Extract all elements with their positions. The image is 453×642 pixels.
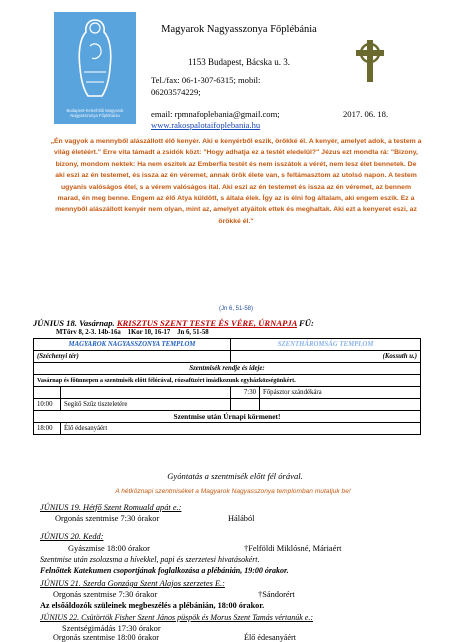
weekday-2-intent: †Felföldi Miklósné, Máriaért xyxy=(244,544,342,553)
website-link[interactable]: www.rakospalotaifoplebania.hu xyxy=(151,120,261,130)
schedule-note: Vasárnap és főünnepen a szentmisék előtt félórával, rózsafüzért imádkozunk egyházközségünkért. xyxy=(34,375,421,387)
parish-title: Magyarok Nagyasszonya Főplébánia xyxy=(161,24,317,35)
sunday-readings xyxy=(56,329,426,336)
weekday-1-title: JÚNIUS 19. Hétfő Szent Romuald apát e.: xyxy=(40,503,182,512)
confession-note: Gyóntatás a szentmisék előtt fél órával. xyxy=(167,471,303,481)
row-1-time xyxy=(34,387,61,399)
row-1-text2: Főpásztor szándékára xyxy=(260,387,421,399)
phone-line-1: Tel./fax: 06-1-307-6315; mobil: xyxy=(151,75,261,85)
sunday-heading xyxy=(33,318,433,328)
weekday-4-line: Szentségimádás 17:30 órakor xyxy=(62,624,161,633)
weekday-3-title: JÚNIUS 21. Szerda Gonzága Szent Alajos szerzetes E.: xyxy=(40,579,225,588)
row-1-time2: 7:30 xyxy=(231,387,260,399)
sunday-tail: FÜ: xyxy=(299,318,314,328)
weekday-2-event: Felnőttek Katekumen csoportjának foglalkozása a plébánián, 19:00 órakor. xyxy=(40,566,289,575)
weekday-2-title: JÚNIUS 20. Kedd: xyxy=(40,532,104,541)
bulletin-date: 2017. 06. 18. xyxy=(343,109,389,119)
logo-caption: Budapest-Kelenföldi Magyarok Nagyasszonya Főplébánia xyxy=(66,108,124,118)
procession-note: Szentmise után Úrnapi körmenet! xyxy=(34,411,421,423)
church-1-name: MAGYAROK NAGYASSZONYA TEMPLOM xyxy=(34,339,231,351)
phone-line-2: 06203574229; xyxy=(151,86,201,97)
weekday-3-intent: †Sándorért xyxy=(258,590,295,599)
parish-logo xyxy=(54,12,136,124)
gospel-reference: (Jn 6, 51-58) xyxy=(218,306,254,312)
row-2-text: Segítő Szűz tiszteletére xyxy=(61,399,231,411)
madonna-icon xyxy=(54,12,136,100)
row-2-time: 10:00 xyxy=(34,399,61,411)
weekday-2-line: Gyászmise 18:00 órakor xyxy=(68,544,150,553)
church-2-name: SZENTHÁROMSÁG TEMPLOM xyxy=(231,339,421,351)
church-1-place: (Széchenyi tér) xyxy=(34,351,231,363)
parish-address: 1153 Budapest, Bácska u. 3. xyxy=(188,57,290,67)
email-text: email: rpmnafoplebania@gmail.com; xyxy=(151,109,280,119)
reading-3: Jn 6, 51-58 xyxy=(177,329,209,336)
weekday-1-line: Orgonás szentmise 7:30 órakor xyxy=(55,514,160,523)
weekday-3-note: Az elsőáldozók szüleinek megbeszélés a plébánián, 18:00 órakor. xyxy=(40,601,265,610)
reading-2: 1Kor 10, 16-17 xyxy=(127,329,171,336)
row-2-text2 xyxy=(260,399,421,411)
celtic-cross-icon xyxy=(353,38,387,84)
weekday-3-line: Orgonás szentmise 7:30 órakor xyxy=(53,590,158,599)
weekday-2-note: Szentmise után zsolozsma a hívekkel, papi és szerzetesi hivatásokért. xyxy=(40,555,260,564)
schedule-order-title: Szentmisék rendje és ideje: xyxy=(34,363,421,375)
row-2-time2 xyxy=(231,399,260,411)
weekday-hint: A hétköznapi szentmiséket a Magyarok Nagyasszonya templomban mutatjuk be! xyxy=(115,488,351,495)
weekday-1-intent: Hálából xyxy=(228,514,255,523)
contact-email xyxy=(151,109,351,131)
reading-1: MTörv 8, 2-3. 14b-16a xyxy=(56,329,121,336)
sunday-date: JÚNIUS 18. Vasárnap. xyxy=(33,318,115,328)
contact-phone xyxy=(151,75,351,98)
weekday-4-intent: Élő édesanyáért xyxy=(244,633,297,642)
row-3-text: Élő édesanyáért xyxy=(61,423,421,435)
weekday-4-title: JÚNIUS 22. Csütörtök Fisher Szent János püspök és Morus Szent Tamás vértanúk e.: xyxy=(40,613,314,622)
sunday-feast: KRISZTUS SZENT TESTE ÉS VÉRE, ÚRNAPJA xyxy=(116,318,297,328)
row-3-time: 18:00 xyxy=(34,423,61,435)
mass-schedule-table xyxy=(33,338,421,435)
weekday-4-line2: Orgonás szentmise 18:00 órakor xyxy=(53,633,160,642)
row-1-text xyxy=(61,387,231,399)
gospel-quote: „Én vagyok a mennyből alászállott élő kenyér. Aki e kenyérből eszik, örökké él. A kenyér, amelyet adok, a testem a világ életéért." Erre vita támadt a zsidók közt: "Hogy adhatja ez a testét eledelül?" Jézus ezt mondta rá: "Bizony, bizony, mondom nektek: Ha nem eszitek az Emberfia testét és nem isszátok a vérét, nem lesz élet bennetek. De aki eszi az én testemet, és issza az én véremet, annak örök élete van, s feltámasztom az utolsó napon. A testem ugyanis valóságos étel, s a vérem valóságos ital. Aki eszi az én testemet és issza az én véremet, az bennem marad, én meg benne. Engem az élő Atya küldött, s általa élek. Így az is élni fog általam, aki engem eszik. Ez a mennyből alászállott kenyér nem olyan, mint az, amelyet atyáitok ettek és meghaltak. Aki ezt a kenyeret eszi, az örökké él." xyxy=(50,138,422,225)
church-2-place: (Kossuth u.) xyxy=(231,351,421,363)
